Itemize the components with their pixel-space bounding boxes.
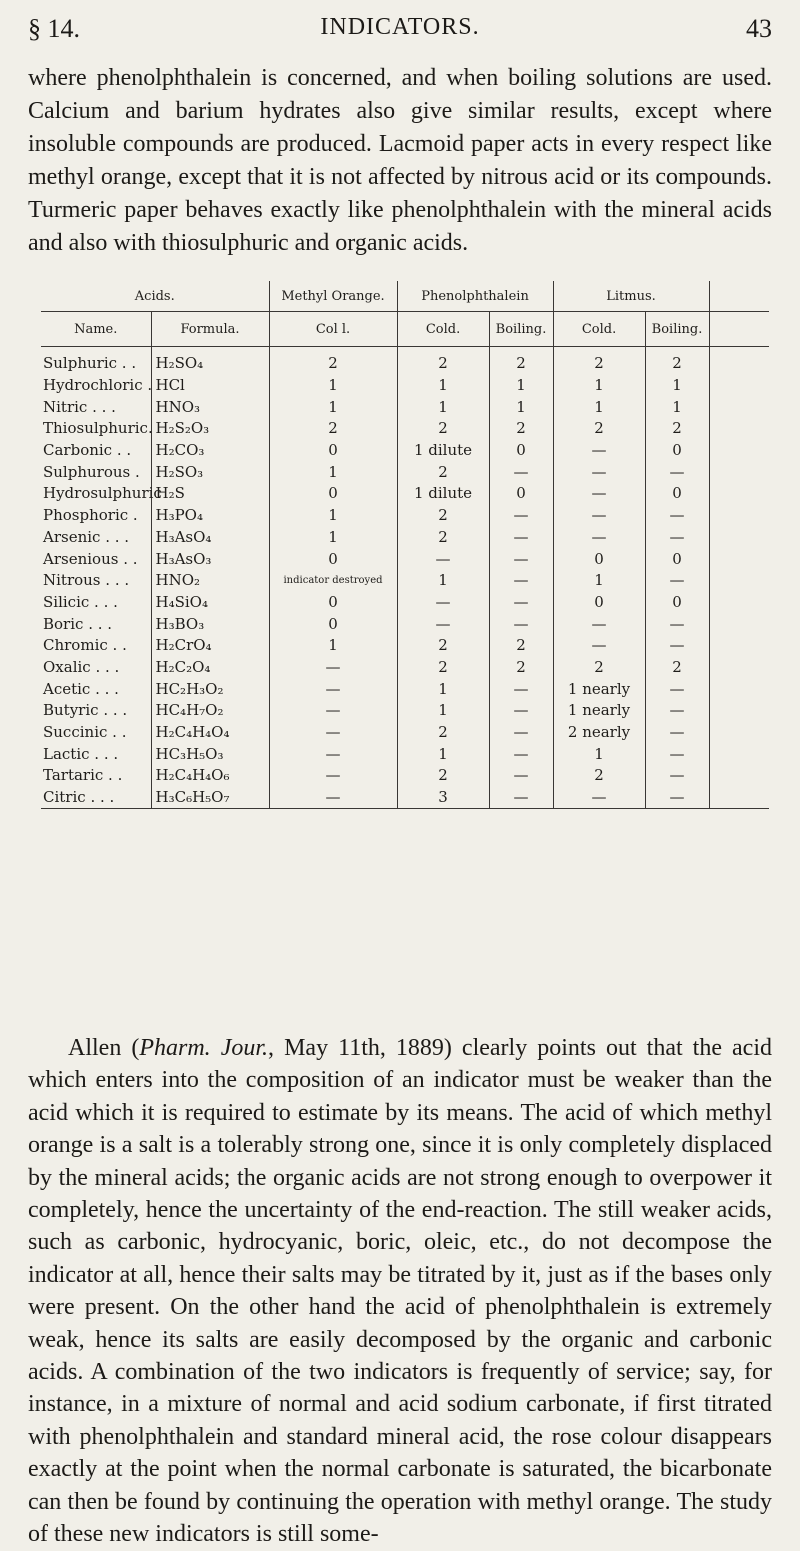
- methyl-orange-cell: 1: [269, 505, 397, 527]
- formula-cell: H₃AsO₄: [151, 527, 269, 549]
- table-row: [41, 461, 769, 483]
- formula-cell: H₂CrO₄: [151, 635, 269, 657]
- litmus-boiling-cell: 1: [645, 396, 709, 418]
- table-row: [41, 418, 769, 440]
- litmus-cold-cell: 2: [553, 765, 645, 787]
- table-row: [41, 440, 769, 462]
- phenol-boiling-cell: —: [489, 722, 553, 744]
- formula-cell: H₄SiO₄: [151, 592, 269, 614]
- table-row: [41, 592, 769, 614]
- acid-name-cell: Citric . . .: [41, 787, 151, 809]
- methyl-orange-cell: —: [269, 678, 397, 700]
- table-row: [41, 548, 769, 570]
- paragraph-intro: where phenolphthalein is concerned, and when boiling solutions are used. Calcium and barium hydrates also give similar results, except where insoluble compounds are produced. Lacmoid paper acts in every respect like methyl orange, except that it is not affected by nitrous acid or its compounds. Turmeric paper behaves exactly like phenolphthalein with the mineral acids and also with thiosulphuric and organic acids.: [28, 65, 772, 256]
- phenol-boiling-cell: 1: [489, 375, 553, 397]
- phenol-boiling-cell: —: [489, 527, 553, 549]
- acid-name-cell: Arsenic . . .: [43, 527, 130, 546]
- blank-cell: [709, 483, 769, 505]
- acid-name-cell: Butyric . . .: [43, 701, 128, 720]
- table-row: [41, 347, 769, 375]
- phenol-boiling-cell: —: [489, 548, 553, 570]
- methyl-orange-cell: 0: [269, 613, 397, 635]
- litmus-cold-cell: 1: [553, 396, 645, 418]
- formula-cell: HNO₃: [151, 396, 269, 418]
- blank-cell: [709, 743, 769, 765]
- methyl-orange-cell: —: [269, 787, 397, 809]
- sub-header-phenol-cold: Cold.: [397, 312, 489, 347]
- blank-cell: [709, 418, 769, 440]
- formula-cell: H₃AsO₃: [151, 548, 269, 570]
- methyl-orange-cell: 1: [269, 396, 397, 418]
- methyl-orange-cell: 0: [269, 440, 397, 462]
- litmus-cold-cell: 1: [553, 375, 645, 397]
- table-row: [41, 743, 769, 765]
- methyl-orange-cell: —: [269, 700, 397, 722]
- litmus-boiling-cell: —: [645, 765, 709, 787]
- formula-cell: H₃C₆H₅O₇: [151, 787, 269, 809]
- acid-name-cell: Arsenious . .: [43, 549, 138, 568]
- litmus-boiling-cell: 1: [645, 375, 709, 397]
- table-row: [41, 722, 769, 744]
- phenol-boiling-cell: —: [489, 743, 553, 765]
- formula-cell: H₂C₄H₄O₆: [151, 765, 269, 787]
- acid-name-cell: Nitrous . . .: [43, 571, 130, 590]
- methyl-orange-cell: 0: [269, 483, 397, 505]
- table-row: [41, 613, 769, 635]
- litmus-cold-cell: —: [553, 613, 645, 635]
- phenol-cold-cell: 2: [397, 722, 489, 744]
- phenol-cold-cell: 1: [397, 570, 489, 592]
- phenol-cold-cell: 1: [397, 700, 489, 722]
- phenol-cold-cell: 1: [397, 396, 489, 418]
- phenol-boiling-cell: —: [489, 461, 553, 483]
- litmus-cold-cell: 1 nearly: [553, 678, 645, 700]
- acid-name-cell: Sulphuric . .: [43, 354, 137, 373]
- blank-cell: [709, 722, 769, 744]
- blank-header-cell: [709, 312, 769, 347]
- litmus-boiling-cell: —: [645, 527, 709, 549]
- phenol-cold-cell: 1: [397, 743, 489, 765]
- litmus-cold-cell: 0: [553, 592, 645, 614]
- litmus-boiling-cell: 0: [645, 440, 709, 462]
- section-number: § 14.: [28, 14, 80, 43]
- blank-cell: [709, 678, 769, 700]
- acid-name-cell: Succinic . .: [43, 723, 127, 742]
- phenol-boiling-cell: 2: [489, 635, 553, 657]
- phenol-boiling-cell: —: [489, 592, 553, 614]
- litmus-boiling-cell: 0: [645, 483, 709, 505]
- acid-name-cell: Sulphurous .: [43, 462, 140, 481]
- acid-name-cell: Hydrosulphuric: [43, 484, 162, 503]
- phenol-cold-cell: —: [397, 592, 489, 614]
- methyl-orange-cell: —: [269, 722, 397, 744]
- litmus-boiling-cell: 0: [645, 548, 709, 570]
- litmus-boiling-cell: —: [645, 570, 709, 592]
- methyl-orange-cell: 1: [269, 635, 397, 657]
- formula-cell: HC₄H₇O₂: [151, 700, 269, 722]
- phenol-boiling-cell: —: [489, 700, 553, 722]
- acid-name-cell: Chromic . .: [43, 636, 127, 655]
- litmus-cold-cell: 2: [553, 657, 645, 679]
- formula-cell: H₃BO₃: [151, 613, 269, 635]
- methyl-orange-cell: —: [269, 743, 397, 765]
- formula-cell: HC₃H₅O₃: [151, 743, 269, 765]
- methyl-orange-cell: —: [269, 657, 397, 679]
- phenol-boiling-cell: —: [489, 787, 553, 809]
- litmus-boiling-cell: —: [645, 635, 709, 657]
- phenol-cold-cell: 2: [397, 527, 489, 549]
- blank-cell: [709, 787, 769, 809]
- phenol-boiling-cell: 0: [489, 483, 553, 505]
- group-header-acids: Acids.: [41, 281, 269, 312]
- blank-cell: [709, 396, 769, 418]
- formula-cell: H₃PO₄: [151, 505, 269, 527]
- table-row: [41, 765, 769, 787]
- blank-cell: [709, 505, 769, 527]
- acid-name-cell: Boric . . .: [43, 614, 113, 633]
- phenol-cold-cell: 1: [397, 375, 489, 397]
- paragraph-allen-start: Allen (: [68, 1035, 140, 1061]
- phenol-cold-cell: —: [397, 548, 489, 570]
- methyl-orange-cell: —: [269, 765, 397, 787]
- phenol-cold-cell: 2: [397, 418, 489, 440]
- blank-cell: [709, 765, 769, 787]
- formula-cell: H₂CO₃: [151, 440, 269, 462]
- litmus-boiling-cell: —: [645, 787, 709, 809]
- methyl-orange-cell: 2: [269, 418, 397, 440]
- sub-header-litmus-boiling: Boiling.: [645, 312, 709, 347]
- blank-cell: [709, 613, 769, 635]
- formula-cell: H₂C₄H₄O₄: [151, 722, 269, 744]
- acid-name-cell: Oxalic . . .: [43, 657, 120, 676]
- table-row: [41, 787, 769, 809]
- blank-cell: [709, 592, 769, 614]
- phenol-boiling-cell: —: [489, 765, 553, 787]
- methyl-orange-cell: 1: [269, 527, 397, 549]
- blank-cell: [709, 570, 769, 592]
- indicator-table: [41, 281, 769, 809]
- phenol-boiling-cell: —: [489, 570, 553, 592]
- table-row: [41, 375, 769, 397]
- blank-cell: [709, 347, 769, 375]
- phenol-cold-cell: 2: [397, 635, 489, 657]
- litmus-boiling-cell: 2: [645, 347, 709, 375]
- litmus-boiling-cell: —: [645, 461, 709, 483]
- litmus-cold-cell: —: [553, 505, 645, 527]
- litmus-cold-cell: 2: [553, 347, 645, 375]
- blank-cell: [709, 375, 769, 397]
- phenol-cold-cell: 1 dilute: [397, 440, 489, 462]
- acid-name-cell: Thiosulphuric.: [43, 419, 153, 438]
- table-row: [41, 657, 769, 679]
- litmus-boiling-cell: —: [645, 722, 709, 744]
- litmus-cold-cell: —: [553, 483, 645, 505]
- acid-name-cell: Lactic . . .: [43, 744, 119, 763]
- methyl-orange-cell: 0: [269, 592, 397, 614]
- phenol-cold-cell: 2: [397, 461, 489, 483]
- running-title: INDICATORS.: [320, 14, 480, 40]
- phenol-cold-cell: 2: [397, 505, 489, 527]
- group-header-methyl-orange: Methyl Orange.: [269, 281, 397, 312]
- litmus-cold-cell: 0: [553, 548, 645, 570]
- sub-header-phenol-boiling: Boiling.: [489, 312, 553, 347]
- blank-cell: [709, 440, 769, 462]
- citation-journal: Pharm. Jour.: [139, 1035, 269, 1061]
- litmus-cold-cell: 2 nearly: [553, 722, 645, 744]
- blank-cell: [709, 700, 769, 722]
- phenol-boiling-cell: 2: [489, 657, 553, 679]
- acid-name-cell: Hydrochloric .: [43, 376, 153, 395]
- sub-header-formula: Formula.: [151, 312, 269, 347]
- sub-header-name: Name.: [41, 312, 151, 347]
- acid-name-cell: Acetic . . .: [43, 679, 119, 698]
- phenol-cold-cell: 1 dilute: [397, 483, 489, 505]
- methyl-orange-cell: 0: [269, 548, 397, 570]
- blank-cell: [709, 548, 769, 570]
- methyl-orange-cell: 1: [269, 375, 397, 397]
- litmus-cold-cell: —: [553, 635, 645, 657]
- phenol-cold-cell: 2: [397, 347, 489, 375]
- table-row: [41, 527, 769, 549]
- acid-name-cell: Carbonic . .: [43, 441, 132, 460]
- acid-name-cell: Tartaric . .: [43, 766, 123, 785]
- table-row: [41, 396, 769, 418]
- table-group-header-row: [41, 281, 769, 312]
- table-row: [41, 678, 769, 700]
- phenol-boiling-cell: —: [489, 613, 553, 635]
- phenol-cold-cell: 1: [397, 678, 489, 700]
- table-body: [41, 347, 769, 809]
- litmus-cold-cell: —: [553, 527, 645, 549]
- phenol-cold-cell: 2: [397, 765, 489, 787]
- litmus-cold-cell: 1: [553, 743, 645, 765]
- methyl-orange-cell: indicator destroyed: [269, 570, 397, 592]
- methyl-orange-cell: 1: [269, 461, 397, 483]
- group-header-phenolphthalein: Phenolphthalein: [397, 281, 553, 312]
- litmus-boiling-cell: —: [645, 743, 709, 765]
- phenol-boiling-cell: 2: [489, 418, 553, 440]
- phenol-boiling-cell: 2: [489, 347, 553, 375]
- acid-name-cell: Nitric . . .: [43, 397, 116, 416]
- litmus-boiling-cell: —: [645, 678, 709, 700]
- phenol-boiling-cell: 1: [489, 396, 553, 418]
- table-row: [41, 570, 769, 592]
- formula-cell: HC₂H₃O₂: [151, 678, 269, 700]
- paragraph-allen: [28, 1032, 772, 1551]
- litmus-cold-cell: —: [553, 787, 645, 809]
- table-row: [41, 700, 769, 722]
- phenol-boiling-cell: —: [489, 678, 553, 700]
- acid-name-cell: Silicic . . .: [43, 592, 118, 611]
- phenol-cold-cell: —: [397, 613, 489, 635]
- phenol-cold-cell: 2: [397, 657, 489, 679]
- formula-cell: HCl: [151, 375, 269, 397]
- paragraph-allen-rest: , May 11th, 1889) clearly points out that the acid which enters into the composition of an indicator must be weaker than the acid which it is required to estimate by its means. The acid of which methyl orange is a salt is a tolerably strong one, since it is only completely displaced by the mineral acids; the organic acids are not strong enough to overpower it completely, hence the uncertainty of the end-reaction. The still weaker acids, such as carbonic, hydrocyanic, boric, oleic, etc., do not decompose the indicator at all, hence their salts may be titrated by it, just as if the bases only were present. On the other hand the acid of phenolphthalein is extremely weak, hence its salts are easily decomposed by the organic and carbonic acids. A combination of the two indicators is frequently of service; say, for instance, in a mixture of normal and acid sodium carbonate, if first titrated with phenolphthalein and standard mineral acid, the rose colour disappears exactly at the point when the normal carbonate is saturated, the bicarbonate can then be found by continuing the operation with methyl orange. The study of these new indicators is still some-: [28, 1035, 772, 1548]
- litmus-boiling-cell: 2: [645, 657, 709, 679]
- phenol-cold-cell: 3: [397, 787, 489, 809]
- table-row: [41, 483, 769, 505]
- acid-name-cell: Phosphoric .: [43, 506, 138, 525]
- sub-header-methyl-cold: Col l.: [269, 312, 397, 347]
- phenol-boiling-cell: —: [489, 505, 553, 527]
- page-number: 43: [746, 14, 772, 43]
- formula-cell: HNO₂: [151, 570, 269, 592]
- litmus-boiling-cell: 0: [645, 592, 709, 614]
- litmus-boiling-cell: —: [645, 505, 709, 527]
- blank-cell: [709, 461, 769, 483]
- litmus-cold-cell: 1: [553, 570, 645, 592]
- blank-cell: [709, 635, 769, 657]
- litmus-boiling-cell: —: [645, 613, 709, 635]
- running-header: [28, 10, 772, 50]
- litmus-cold-cell: 2: [553, 418, 645, 440]
- formula-cell: H₂SO₄: [151, 347, 269, 375]
- formula-cell: H₂SO₃: [151, 461, 269, 483]
- litmus-boiling-cell: —: [645, 700, 709, 722]
- formula-cell: H₂S: [151, 483, 269, 505]
- blank-cell: [709, 657, 769, 679]
- litmus-cold-cell: —: [553, 461, 645, 483]
- litmus-cold-cell: —: [553, 440, 645, 462]
- table-row: [41, 505, 769, 527]
- blank-cell: [709, 527, 769, 549]
- sub-header-litmus-cold: Cold.: [553, 312, 645, 347]
- formula-cell: H₂S₂O₃: [151, 418, 269, 440]
- methyl-orange-cell: 2: [269, 347, 397, 375]
- litmus-boiling-cell: 2: [645, 418, 709, 440]
- table-sub-header-row: [41, 312, 769, 347]
- formula-cell: H₂C₂O₄: [151, 657, 269, 679]
- group-header-litmus: Litmus.: [553, 281, 709, 312]
- phenol-boiling-cell: 0: [489, 440, 553, 462]
- litmus-cold-cell: 1 nearly: [553, 700, 645, 722]
- blank-header-cell: [709, 281, 769, 312]
- table-row: [41, 635, 769, 657]
